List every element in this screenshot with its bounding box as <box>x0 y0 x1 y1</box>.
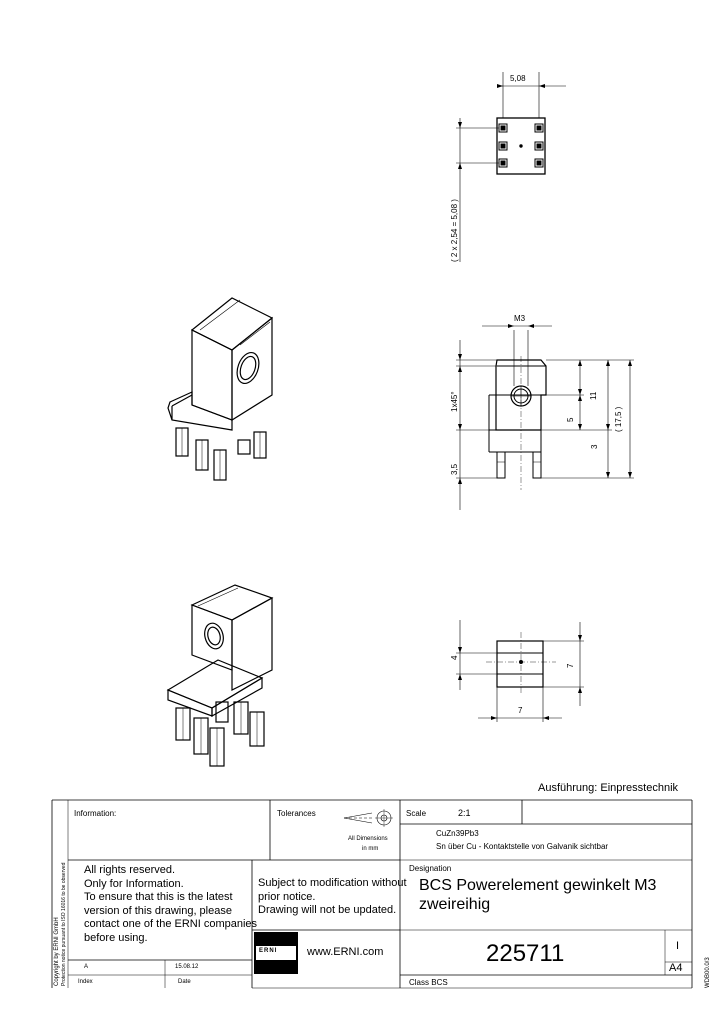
all-dimensions-unit: in mm <box>362 846 379 852</box>
rights-line: contact one of the ERNI companies <box>84 918 258 930</box>
front-view <box>456 324 634 510</box>
index-value: A <box>84 964 89 970</box>
date-label: Date <box>178 979 191 985</box>
all-dimensions-label: All Dimensions <box>348 836 388 842</box>
rights-notice <box>84 864 257 945</box>
rights-line: To ensure that this is the latest <box>84 891 233 903</box>
subject-notice <box>258 877 407 918</box>
class-label: Class BCS <box>409 978 448 987</box>
website-link[interactable]: www.ERNI.com <box>307 946 384 958</box>
designation-line: zweireihig <box>419 896 491 913</box>
rights-line: version of this drawing, please <box>84 904 232 917</box>
scale-label: Scale <box>406 809 427 818</box>
dim-11: 11 <box>589 391 598 400</box>
rights-line: All rights reserved. <box>84 864 176 876</box>
doc-code: WDB00.0/3 <box>705 957 711 988</box>
scale-value: 2:1 <box>458 808 471 818</box>
isometric-view-upper <box>168 298 272 480</box>
dim-3-5: 3,5 <box>450 463 459 475</box>
rights-line: Only for Information. <box>84 877 184 890</box>
tolerances-label: Tolerances <box>277 809 316 818</box>
dim-3: 3 <box>590 444 599 449</box>
dim-7-right: 7 <box>566 663 575 668</box>
part-number: 225711 <box>486 940 565 967</box>
dim-chamfer: 1x45° <box>450 391 459 412</box>
protection-line: Protection notice pursuant to ISO 16016 to be observed <box>61 862 67 986</box>
execution-note: Ausführung: Einpresstechnik <box>538 782 679 794</box>
dim-5: 5 <box>566 417 575 422</box>
material: CuZn39Pb3 <box>436 829 479 838</box>
rights-line: before using. <box>84 931 148 944</box>
logo-text: ERNI <box>259 948 278 954</box>
index-label: Index <box>78 979 93 985</box>
dim-17-5: ( 17,5 ) <box>614 406 623 432</box>
designation <box>419 876 656 914</box>
subject-line: Subject to modification without <box>258 877 407 889</box>
surface-treatment: Sn über Cu - Kontaktstelle von Galvanik sichtbar <box>436 842 609 851</box>
dim-4: 4 <box>450 655 459 660</box>
projection-symbol <box>344 809 393 827</box>
designation-label: Designation <box>409 864 452 873</box>
copyright-line: Copyright by ERNI GmbH <box>54 917 60 986</box>
sheet-format: A4 <box>669 962 683 974</box>
top-view-pins <box>456 72 566 262</box>
dim-thread: M3 <box>514 314 526 323</box>
information-label: Information: <box>74 809 117 818</box>
designation-line: BCS Powerelement gewinkelt M3 <box>419 877 657 894</box>
isometric-view-lower <box>168 585 272 766</box>
dim-pitch-top: 5,08 <box>510 74 526 83</box>
subject-line: Drawing will not be updated. <box>258 904 397 916</box>
dim-7-bottom: 7 <box>518 706 523 715</box>
date-value: 15.08.12 <box>175 964 199 970</box>
dim-pitch-side: ( 2 x 2,54 = 5,08 ) <box>450 199 459 262</box>
subject-line: prior notice. <box>258 890 316 903</box>
revision-marker: I <box>676 940 680 952</box>
